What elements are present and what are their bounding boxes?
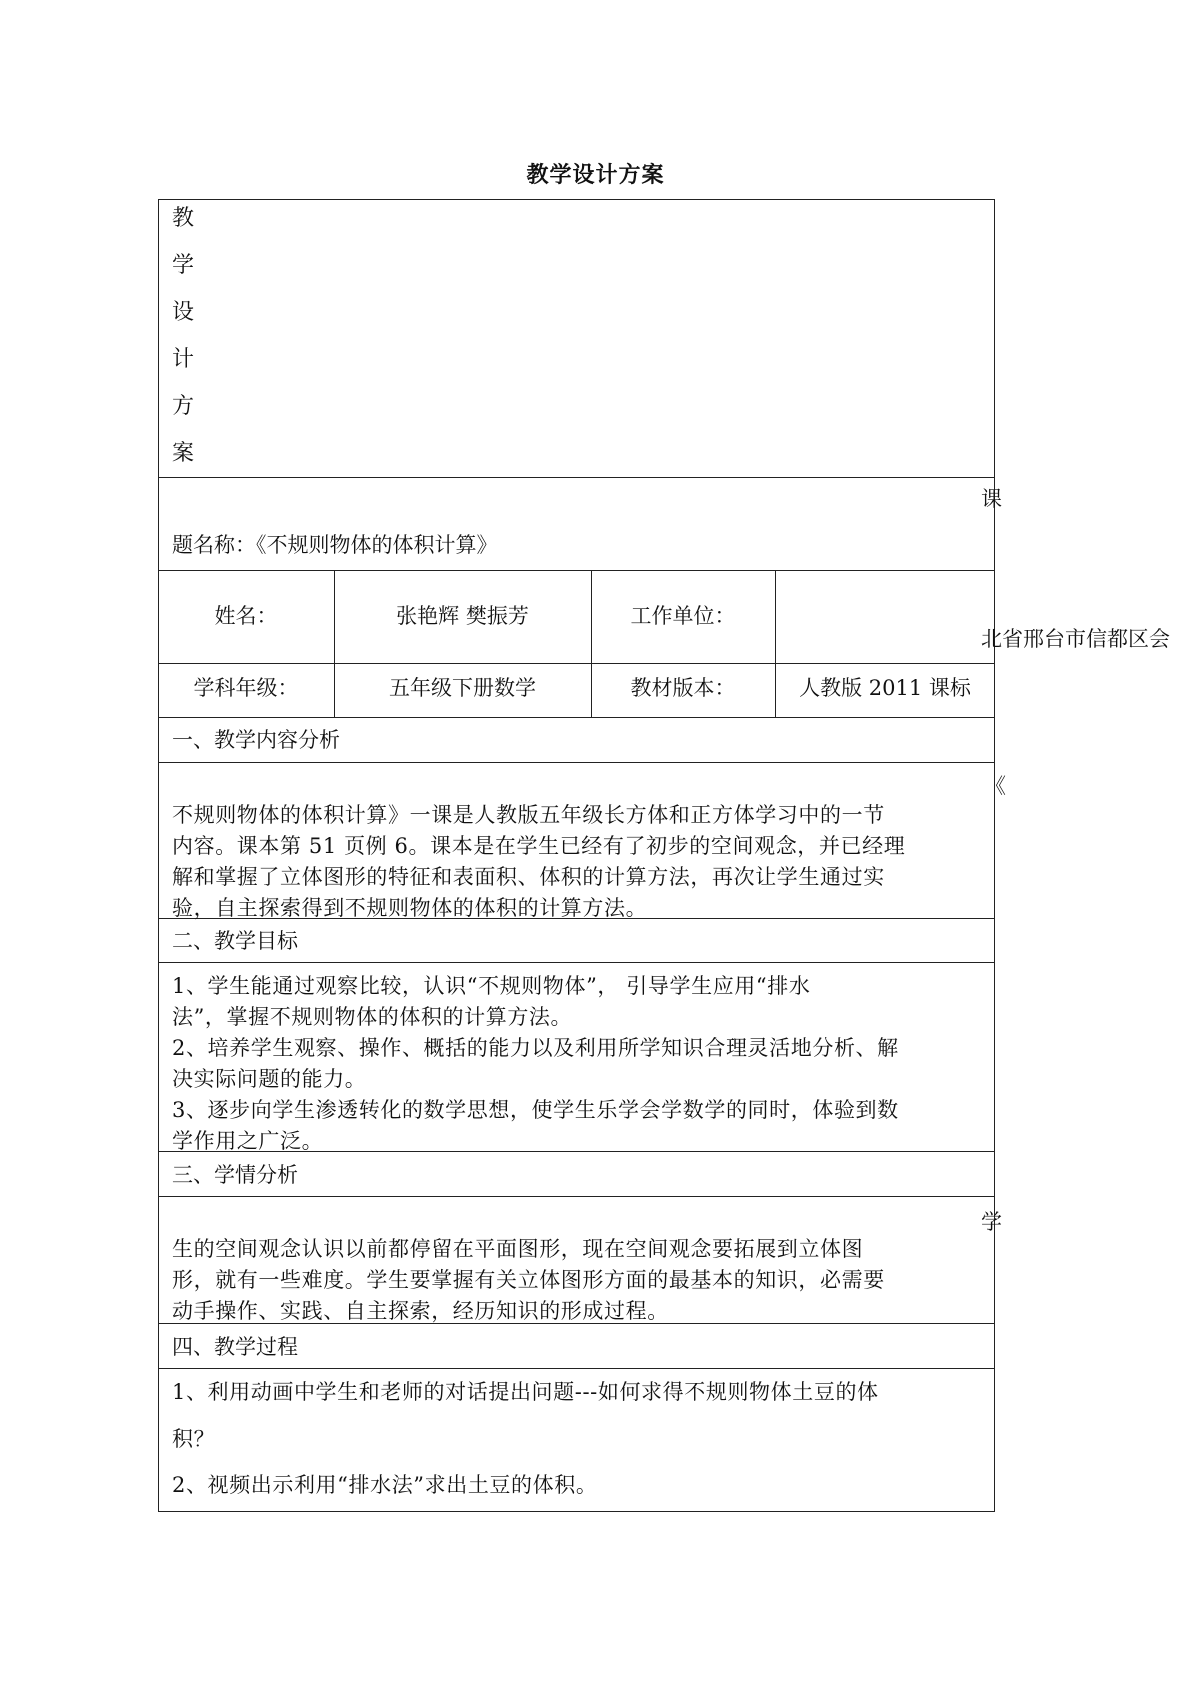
vertical-title-char: 教 — [172, 206, 195, 231]
learner-overflow-char: 学 — [981, 1210, 1002, 1234]
learner-analysis-line: 动手操作、实践、自主探索，经历知识的形成过程。 — [172, 1299, 669, 1323]
lesson-name: 题名称：《不规则物体的体积计算》 — [172, 533, 498, 557]
vertical-title-char: 方 — [172, 394, 195, 419]
edition-value: 人教版 2011 课标 — [799, 676, 971, 700]
process-line: 1、利用动画中学生和老师的对话提出问题---如何求得不规则物体土豆的体 — [172, 1380, 879, 1404]
content-analysis-line: 解和掌握了立体图形的特征和表面积、体积的计算方法，再次让学生通过实 — [172, 865, 885, 889]
vertical-title-char: 设 — [172, 300, 195, 325]
lesson-overflow-char: 课 — [981, 487, 1002, 511]
process-line: 2、视频出示利用“排水法”求出土豆的体积。 — [172, 1473, 598, 1497]
subject-label: 学科年级： — [193, 676, 299, 700]
content-analysis-line: 内容。课本第 51 页例 6。课本是在学生已经有了初步的空间观念，并已经理 — [172, 834, 906, 858]
name-value: 张艳辉 樊振芳 — [396, 604, 529, 628]
objective-line: 决实际问题的能力。 — [172, 1067, 367, 1091]
learner-analysis-line: 形，就有一些难度。学生要掌握有关立体图形方面的最基本的知识，必需要 — [172, 1268, 885, 1292]
unit-overflow: 北省邢台市信都区会 — [981, 627, 1170, 651]
content-overflow-char: 《 — [985, 774, 1006, 798]
process-line: 积？ — [172, 1427, 216, 1451]
row-divider — [158, 717, 995, 718]
vertical-title-char: 学 — [172, 253, 195, 278]
row-divider — [158, 1368, 995, 1369]
row-divider — [158, 962, 995, 963]
subject-value: 五年级下册数学 — [389, 676, 536, 700]
section-heading: 三、学情分析 — [172, 1163, 298, 1187]
name-label: 姓名： — [214, 604, 278, 628]
section-heading: 二、教学目标 — [172, 929, 298, 953]
objective-line: 3、逐步向学生渗透转化的数学思想，使学生乐学会学数学的同时，体验到数 — [172, 1098, 899, 1122]
row-divider — [158, 570, 995, 571]
content-analysis-line: 验，自主探索得到不规则物体的体积的计算方法。 — [172, 896, 648, 920]
content-analysis-line: 不规则物体的体积计算》一课是人教版五年级长方体和正方体学习中的一节 — [172, 803, 885, 827]
learner-analysis-line: 生的空间观念认识以前都停留在平面图形，现在空间观念要拓展到立体图 — [172, 1237, 864, 1261]
unit-label: 工作单位： — [630, 604, 736, 628]
edition-label: 教材版本： — [630, 676, 736, 700]
vertical-title-char: 案 — [172, 441, 195, 466]
row-divider — [158, 477, 995, 478]
objective-line: 法”，掌握不规则物体的体积的计算方法。 — [172, 1005, 573, 1029]
objective-line: 2、培养学生观察、操作、概括的能力以及利用所学知识合理灵活地分析、解 — [172, 1036, 899, 1060]
objective-line: 学作用之广泛。 — [172, 1129, 324, 1153]
vertical-title-char: 计 — [172, 347, 195, 372]
row-divider — [158, 663, 995, 664]
objective-line: 1、学生能通过观察比较，认识“不规则物体”， 引导学生应用“排水 — [172, 974, 811, 998]
page-title: 教学设计方案 — [526, 163, 665, 188]
row-divider — [158, 1196, 995, 1197]
section-heading: 四、教学过程 — [172, 1335, 298, 1359]
row-divider — [158, 762, 995, 763]
section-heading: 一、教学内容分析 — [172, 728, 340, 752]
